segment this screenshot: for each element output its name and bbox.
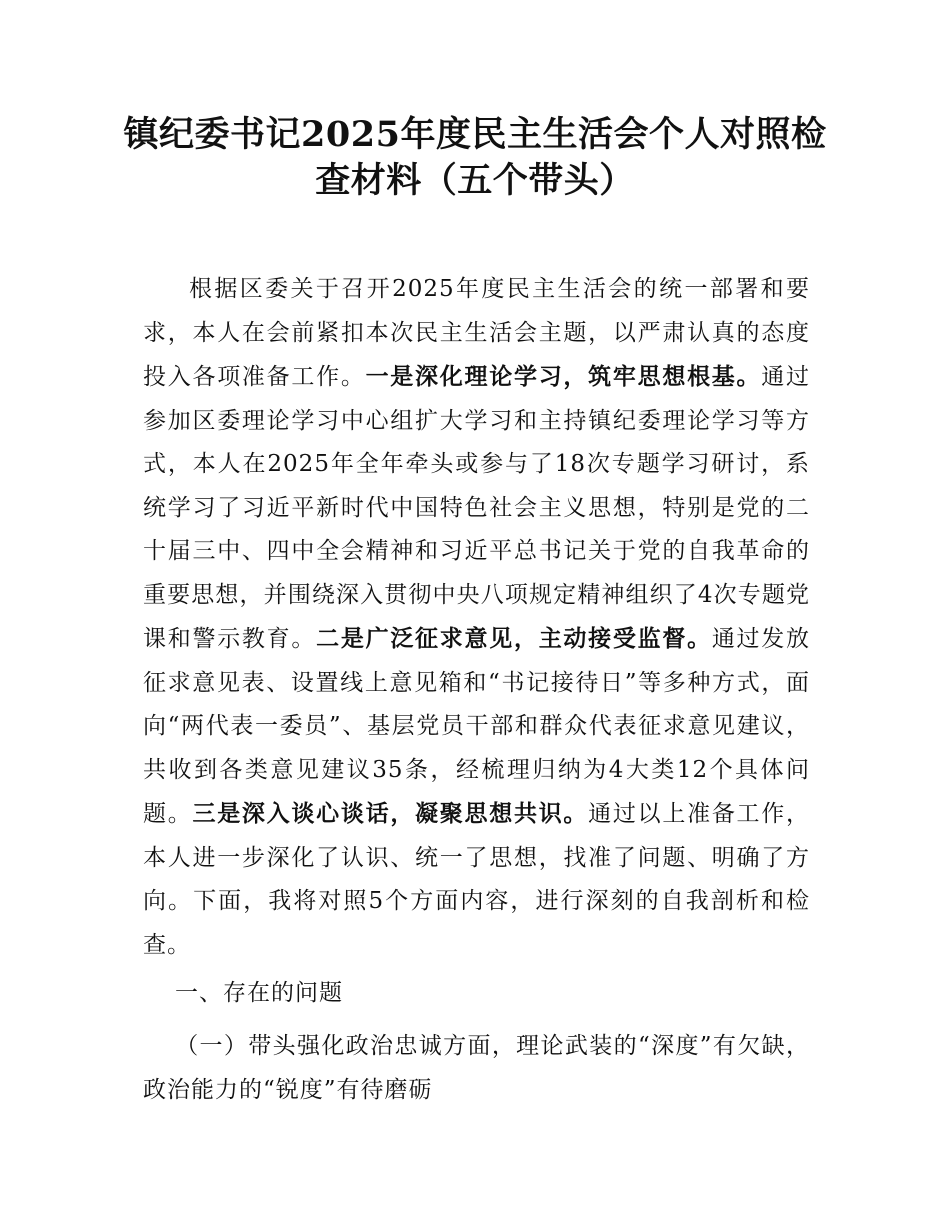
subsection-heading: （一）带头强化政治忠诚方面，理论武装的“深度”有欠缺，政治能力的“锐度”有待磨砺 [143, 1033, 810, 1103]
intro-text [143, 268, 810, 967]
bold-point-2: 二是广泛征求意见，主动接受监督。 [316, 625, 712, 652]
intro-segment-1: 根据区委关于召开2025年度民主生活会的统一部署和要求，本人在会前紧扣本次民主生活会主题，以严肃认真的态度投入各项准备工作。 [143, 276, 810, 390]
intro-segment-2: 通过参加区委理论学习中心组扩大学习和主持镇纪委理论学习等方式，本人在2025年全年牵头或参与了18次专题学习研讨，系统学习了习近平新时代中国特色社会主义思想，特别是党的二十届三中、四中全会精神和习近平总书记关于党的自我革命的重要思想，并围绕深入贯彻中央八项规定精神组织了4次专题党课和警示教育。 [143, 364, 811, 652]
section-heading: 一、存在的问题 [175, 980, 343, 1006]
title-line-2: 查材料（五个带头） [315, 160, 635, 201]
intro-segment-3: 通过发放征求意见表、设置线上意见箱和“书记接待日”等多种方式，面向“两代表一委员”、基层党员干部和群众代表征求意见建议，共收到各类意见建议35条，经梳理归纳为4大类12个具体问题。 [143, 626, 811, 827]
document-title [120, 112, 830, 204]
bold-point-1: 一是深化理论学习，筑牢思想根基。 [365, 363, 762, 390]
intro-segment-4: 通过以上准备工作，本人进一步深化了认识、统一了思想，找准了问题、明确了方向。下面，我将对照5个方面内容，进行深刻的自我剖析和检查。 [143, 801, 811, 958]
intro-paragraph [143, 268, 810, 967]
title-line-1: 镇纪委书记2025年度民主生活会个人对照检 [123, 114, 827, 155]
bold-point-3: 三是深入谈心谈话，凝聚思想共识。 [192, 800, 589, 827]
